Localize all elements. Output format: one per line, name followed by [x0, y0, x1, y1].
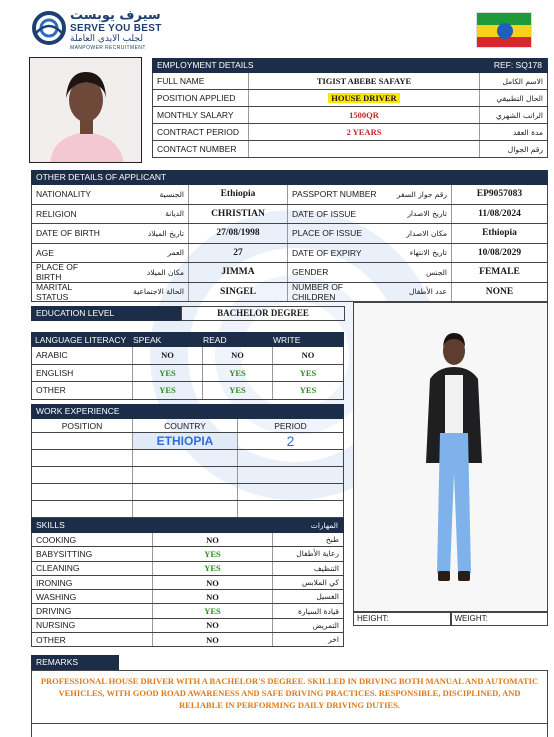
- table-row: [31, 224, 548, 244]
- table-row: [31, 501, 344, 518]
- table-row: [152, 141, 548, 158]
- applicant-full-body-photo: [353, 302, 548, 612]
- language-read-value: YES: [202, 382, 272, 399]
- skill-arabic-label: رعاية الأطفال: [272, 547, 343, 560]
- language-literacy-table: [31, 332, 344, 400]
- work-country: [132, 484, 237, 500]
- row-arabic-label: الاسم الكامل: [479, 73, 547, 89]
- table-row: [31, 205, 548, 225]
- language-write-value: NO: [272, 347, 343, 364]
- table-row: [152, 107, 548, 124]
- language-read-value: NO: [202, 347, 272, 364]
- skill-value: NO: [152, 576, 272, 589]
- row-label: MARITAL STATUS: [36, 281, 72, 302]
- skill-value: NO: [152, 590, 272, 603]
- remarks-section: [31, 655, 548, 737]
- skill-name: DRIVING: [36, 606, 72, 617]
- skills-title-arabic: المهارات: [310, 521, 338, 530]
- row-label: PLACE OF BIRTH: [36, 262, 79, 283]
- logo-tagline: MANPOWER RECRUITMENT: [70, 45, 146, 51]
- row-label: NUMBER OF CHILDREN: [287, 283, 379, 302]
- other-details-table: [31, 170, 548, 302]
- skill-arabic-label: طبخ: [272, 533, 343, 546]
- row-arabic-label: الحال التطبيقي: [479, 90, 547, 106]
- row-label: DATE OF EXPIRY: [287, 244, 379, 263]
- work-period: [237, 450, 343, 466]
- work-period: [237, 501, 343, 517]
- education-level-label: EDUCATION LEVEL: [31, 306, 181, 321]
- work-country: [132, 501, 237, 517]
- row-value: SINGEL: [188, 283, 287, 302]
- table-row: [31, 450, 344, 467]
- row-arabic-label: الراتب الشهري: [479, 107, 547, 123]
- row-arabic-label: الديانة: [165, 209, 184, 219]
- work-country: [132, 467, 237, 483]
- row-value: CHRISTIAN: [188, 205, 287, 224]
- language-name: ARABIC: [36, 350, 68, 361]
- table-row: [31, 576, 344, 590]
- skill-arabic-label: التنظيف: [272, 562, 343, 575]
- row-arabic-label: مدة العقد: [479, 124, 547, 140]
- skill-value: YES: [152, 604, 272, 617]
- language-name: ENGLISH: [36, 367, 74, 378]
- row-label: RELIGION: [36, 208, 77, 219]
- row-value: EP9057083: [451, 185, 547, 204]
- table-row: [31, 365, 344, 383]
- row-label: CONTACT NUMBER: [157, 144, 237, 154]
- skill-arabic-label: قيادة السيارة: [272, 604, 343, 617]
- skill-name: NURSING: [36, 620, 76, 631]
- table-row: [31, 382, 344, 400]
- column-header: SPEAK: [133, 334, 162, 345]
- salary-value: 1500QR: [248, 107, 479, 123]
- row-value: 27/08/1998: [188, 224, 287, 243]
- skill-value: NO: [152, 633, 272, 646]
- work-period: [237, 467, 343, 483]
- other-details-title: OTHER DETAILS OF APPLICANT: [31, 170, 548, 185]
- skill-value: YES: [152, 547, 272, 560]
- table-row: [152, 73, 548, 90]
- skill-value: NO: [152, 619, 272, 632]
- contract-period-value: 2 YEARS: [248, 124, 479, 140]
- row-label: FULL NAME: [157, 76, 205, 86]
- work-country: ETHIOPIA: [132, 433, 237, 449]
- logo-english-text: SERVE YOU BEST: [70, 23, 162, 34]
- row-arabic-label: عدد الأطفال: [409, 287, 447, 297]
- skill-name: IRONING: [36, 577, 73, 588]
- table-row: [31, 467, 344, 484]
- skill-value: NO: [152, 533, 272, 546]
- row-arabic-label: تاريخ الاصدار: [407, 209, 447, 219]
- row-arabic-label: العمر: [167, 248, 184, 258]
- logo-arabic-subtitle: لجلب الايدي العاملة: [70, 34, 143, 44]
- employment-header-bar: [152, 58, 548, 73]
- row-arabic-label: رقم جواز السفر: [396, 189, 447, 199]
- table-row: [152, 90, 548, 107]
- language-speak-value: YES: [132, 365, 202, 382]
- column-header: COUNTRY: [132, 419, 237, 432]
- table-row: [31, 619, 344, 633]
- remarks-extra-line: [31, 724, 548, 737]
- remarks-title: REMARKS: [31, 655, 119, 670]
- row-value: 10/08/2029: [451, 244, 547, 263]
- skill-name: CLEANING: [36, 563, 80, 574]
- skill-arabic-label: اخر: [272, 633, 343, 646]
- language-write-value: YES: [272, 382, 343, 399]
- row-value: NONE: [451, 283, 547, 302]
- height-weight-row: [353, 612, 548, 626]
- table-row: [31, 433, 344, 450]
- row-arabic-label: الجنسية: [159, 189, 184, 199]
- row-arabic-label: رقم الجوال: [479, 141, 547, 157]
- skill-name: OTHER: [36, 634, 66, 645]
- row-arabic-label: تاريخ الانتهاء: [409, 248, 447, 258]
- reference-number: REF: SQ178: [493, 60, 542, 70]
- language-header-row: [31, 332, 344, 347]
- row-arabic-label: مكان الاصدار: [406, 228, 447, 238]
- table-row: [31, 347, 344, 365]
- column-header: WRITE: [273, 334, 301, 345]
- table-row: [31, 590, 344, 604]
- skill-arabic-label: كي الملابس: [272, 576, 343, 589]
- logo-arabic-text: سيرف يوبست: [70, 8, 161, 23]
- row-value: Ethiopia: [188, 185, 287, 204]
- full-name-value: TIGIST ABEBE SAFAYE: [248, 73, 479, 89]
- language-speak-value: NO: [132, 347, 202, 364]
- table-row: [31, 244, 548, 264]
- table-row: [31, 263, 548, 283]
- work-experience-title: WORK EXPERIENCE: [31, 404, 344, 419]
- column-header: READ: [203, 334, 227, 345]
- work-header-row: [31, 419, 344, 433]
- table-row: [31, 533, 344, 547]
- skill-name: COOKING: [36, 534, 77, 545]
- work-period: [237, 484, 343, 500]
- remarks-text: PROFESSIONAL HOUSE DRIVER WITH A BACHELOR'S DEGREE. SKILLED IN DRIVING BOTH MANUAL AND AUTOMATIC VEHICLES, WITH GOOD ROAD AWARENESS AND SAFE DRIVING PRACTICES. RESPONSIBLE, DISCIPLINED, AND RELIABLE IN PERFORMING DAILY DRIVING DUTIES.: [31, 670, 548, 724]
- language-speak-value: YES: [132, 382, 202, 399]
- row-label: AGE: [36, 247, 54, 258]
- table-row: [31, 185, 548, 205]
- row-label: GENDER: [287, 263, 379, 282]
- row-label: DATE OF BIRTH: [36, 228, 100, 239]
- applicant-portrait-photo: [29, 57, 142, 163]
- height-label: HEIGHT:: [353, 612, 451, 626]
- row-value: FEMALE: [451, 263, 547, 282]
- row-arabic-label: تاريخ الميلاد: [147, 228, 184, 238]
- row-label: DATE OF ISSUE: [287, 205, 379, 224]
- table-row: [31, 633, 344, 647]
- column-header: LANGUAGE LITERACY: [35, 334, 127, 345]
- table-row: [31, 604, 344, 618]
- language-write-value: YES: [272, 365, 343, 382]
- table-row: [31, 547, 344, 561]
- column-header: POSITION: [61, 420, 103, 431]
- skills-table: [31, 518, 344, 647]
- row-label: PASSPORT NUMBER: [287, 185, 379, 204]
- education-level-value: BACHELOR DEGREE: [181, 306, 345, 321]
- contact-number-value: [248, 141, 479, 157]
- table-row: [31, 283, 548, 303]
- language-read-value: YES: [202, 365, 272, 382]
- position-cell: [248, 90, 479, 106]
- row-label: MONTHLY SALARY: [157, 110, 234, 120]
- weight-label: WEIGHT:: [451, 612, 549, 626]
- table-row: [152, 124, 548, 141]
- column-header: PERIOD: [237, 419, 343, 432]
- row-arabic-label: مكان الميلاد: [146, 267, 184, 277]
- position-value: HOUSE DRIVER: [328, 93, 399, 103]
- row-label: POSITION APPLIED: [157, 93, 236, 103]
- row-value: 27: [188, 244, 287, 263]
- table-row: [31, 562, 344, 576]
- skill-name: BABYSITTING: [36, 548, 93, 559]
- row-arabic-label: الحالة الاجتماعية: [133, 287, 184, 297]
- row-arabic-label: الجنس: [425, 267, 447, 277]
- skills-title: SKILLS: [36, 520, 65, 530]
- company-logo-icon: [32, 11, 66, 45]
- row-value: 11/08/2024: [451, 205, 547, 224]
- language-name: OTHER: [36, 385, 66, 396]
- work-experience-table: [31, 404, 344, 518]
- skills-header-bar: [31, 518, 344, 533]
- work-country: [132, 450, 237, 466]
- row-value: JIMMA: [188, 263, 287, 282]
- employment-title: EMPLOYMENT DETAILS: [157, 60, 254, 70]
- skill-arabic-label: الغسيل: [272, 590, 343, 603]
- skill-name: WASHING: [36, 591, 77, 602]
- table-row: [31, 484, 344, 501]
- row-value: Ethiopia: [451, 224, 547, 243]
- row-label: PLACE OF ISSUE: [287, 224, 379, 243]
- work-period: 2: [237, 433, 343, 449]
- employment-details-table: [152, 58, 548, 158]
- skill-arabic-label: التمريض: [272, 619, 343, 632]
- row-label: NATIONALITY: [36, 189, 92, 200]
- ethiopia-flag-icon: [476, 12, 532, 48]
- skill-value: YES: [152, 562, 272, 575]
- row-label: CONTRACT PERIOD: [157, 127, 240, 137]
